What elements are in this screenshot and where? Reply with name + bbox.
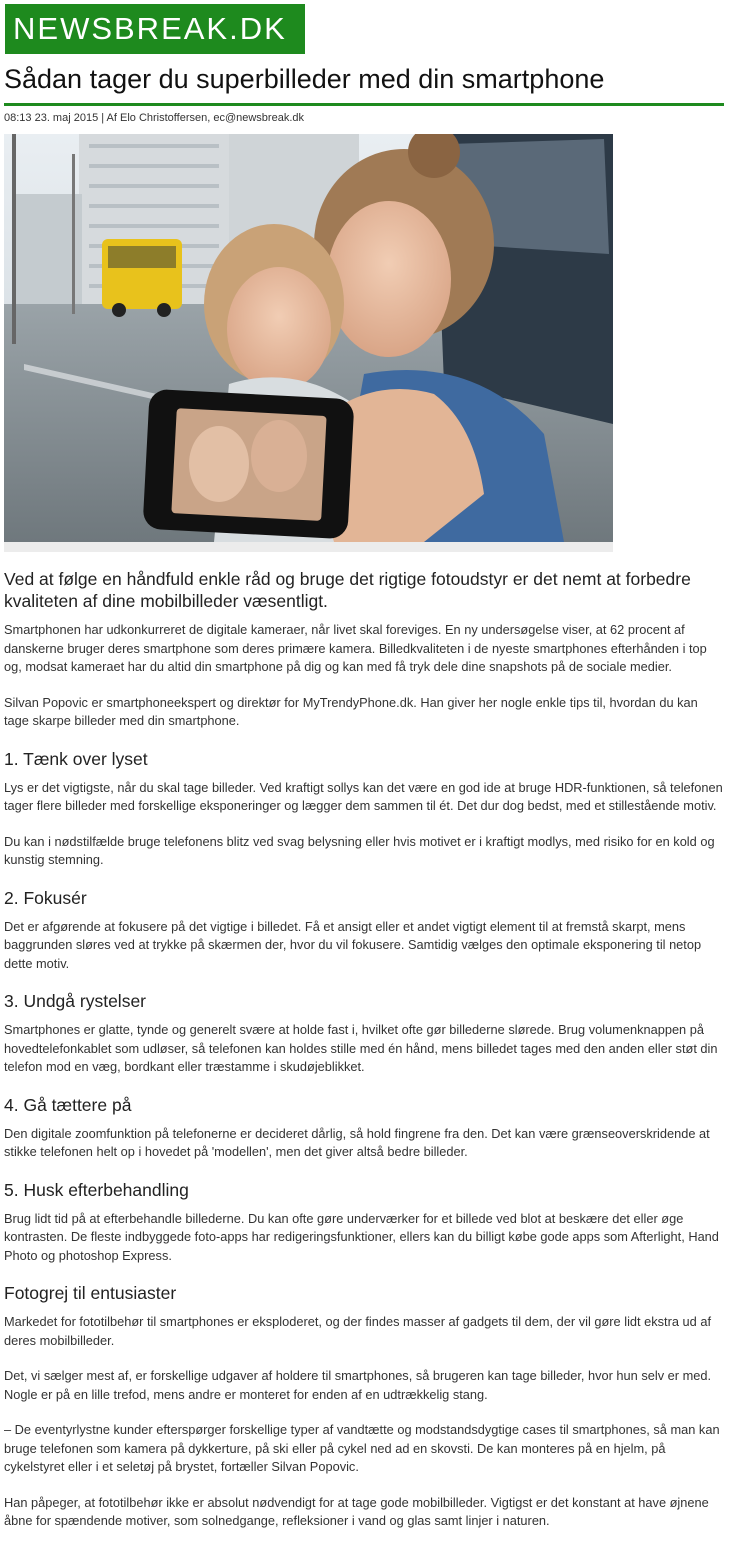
section-heading: 4. Gå tættere på	[4, 1094, 132, 1115]
section-paragraph: – De eventyrlystne kunder efterspørger forskellige typer af vandtætte og modstandsdygtige cases til smartphones, så man kan bruge telefonen som kamera på dykkerture, på ski eller på cykel ned ad en skovsti. De kan monteres på en hjelm, på cykelstyret eller i et seletøj på brystet, fortæller Silvan Popovic.	[4, 1422, 720, 1474]
section-paragraph: Det, vi sælger mest af, er forskellige udgaver af holdere til smartphones, så brugeren kan tage billeder, hvor hun selv er med. Nogle er på en lille trefod, mens andre er monteret for enden af en udtrækkelig stang.	[4, 1368, 712, 1402]
photo-caption-strip	[4, 542, 613, 552]
section-heading: 5. Husk efterbehandling	[4, 1179, 189, 1200]
site-logo[interactable]: NEWSBREAK.DK	[5, 4, 305, 54]
section-heading: 2. Fokusér	[4, 887, 87, 908]
section-heading: 1. Tænk over lyset	[4, 748, 148, 769]
section-paragraph: Han påpeger, at fototilbehør ikke er absolut nødvendigt for at tage gode mobilbilleder. Vigtigst er det konstant at have øjnene åbne for spændende motiver, som solnedgange, refleksioner i vand og glas samt linjer i naturen.	[4, 1494, 709, 1528]
section-paragraph: Markedet for fototilbehør til smartphones er eksploderet, og der findes masser af gadgets til dem, der vil gøre lidt ekstra ud af deres mobilbilleder.	[4, 1314, 712, 1348]
section-paragraph: Lys er det vigtigste, når du skal tage billeder. Ved kraftigt sollys kan det være en god ide at bruge HDR-funktionen, så telefonen tager flere billeder med forskellige eksponeringer og lægger dem sammen til ét. Det dur dog bedst, med et stillestående motiv.	[4, 779, 723, 813]
intro-paragraph: Silvan Popovic er smartphoneekspert og direktør for MyTrendyPhone.dk. Han giver her nogle enkle tips til, hvordan du kan tage skarpe billeder med din smartphone.	[4, 694, 698, 728]
intro-paragraph: Smartphonen har udkonkurreret de digitale kameraer, når livet skal foreviges. En ny undersøgelse viser, at 62 procent af danskerne bruger deres smartphone som deres primære kamera. Billedkvaliteten i de nyeste smartphones efterhånden i top og, modsat kameraet har du altid din smartphone på dig og kan med få tryk dele dine snapshots på de sociale medier.	[4, 622, 707, 674]
section-heading: Fotogrej til entusiaster	[4, 1283, 177, 1303]
section-paragraph: Det er afgørende at fokusere på det vigtige i billedet. Få et ansigt eller et andet vigtigt element til at fremstå skarpt, mens baggrunden sløres ved at trykke på skærmen der, hvor du vil fokusere. Samtidig vælges den optimale eksponering til netop dette motiv.	[4, 918, 702, 971]
section-paragraph: Brug lidt tid på at efterbehandle billederne. Du kan ofte gøre underværker for et billede ved blot at beskære det eller øge kontrasten. De fleste indbyggede foto-apps har redigeringsfunktioner, ellers kan du billigt købe gode apps som Afterlight, Hand Photo og photoshop Express.	[4, 1210, 719, 1263]
section-paragraph: Den digitale zoomfunktion på telefonerne er decideret dårlig, så hold fingrene fra den. Det kan være grænseoverskridende at stikke telefonen helt op i hovedet på 'modellen', men det giver altså bedre billeder.	[4, 1125, 710, 1159]
section-paragraph: Smartphones er glatte, tynde og generelt svære at holde fast i, hvilket ofte gør billederne slørede. Brug volumenknappen på hovedtelefonkablet som udløser, så telefonen kan holdes stille med én hånd, mens billedet tages med den anden eller støt din telefon mod en væg, bordkant eller træstamme i skudøjeblikket.	[4, 1022, 718, 1074]
article-lead: Ved at følge en håndfuld enkle råd og bruge det rigtige fotoudstyr er det nemt at forbedre kvaliteten af dine mobilbilleder væsentligt.	[4, 569, 691, 611]
article-photo	[4, 134, 613, 542]
article-byline: 08:13 23. maj 2015 | Af Elo Christoffersen, ec@newsbreak.dk	[4, 112, 304, 124]
article-headline: Sådan tager du superbilleder med din smartphone	[4, 64, 605, 94]
article-body	[4, 568, 725, 1548]
section-paragraph: Du kan i nødstilfælde bruge telefonens blitz ved svag belysning eller hvis motivet er i kraftigt modlys, med risiko for en kold og kunstig stemning.	[4, 833, 715, 867]
headline-divider	[4, 103, 724, 106]
section-heading: 3. Undgå rystelser	[4, 991, 147, 1011]
